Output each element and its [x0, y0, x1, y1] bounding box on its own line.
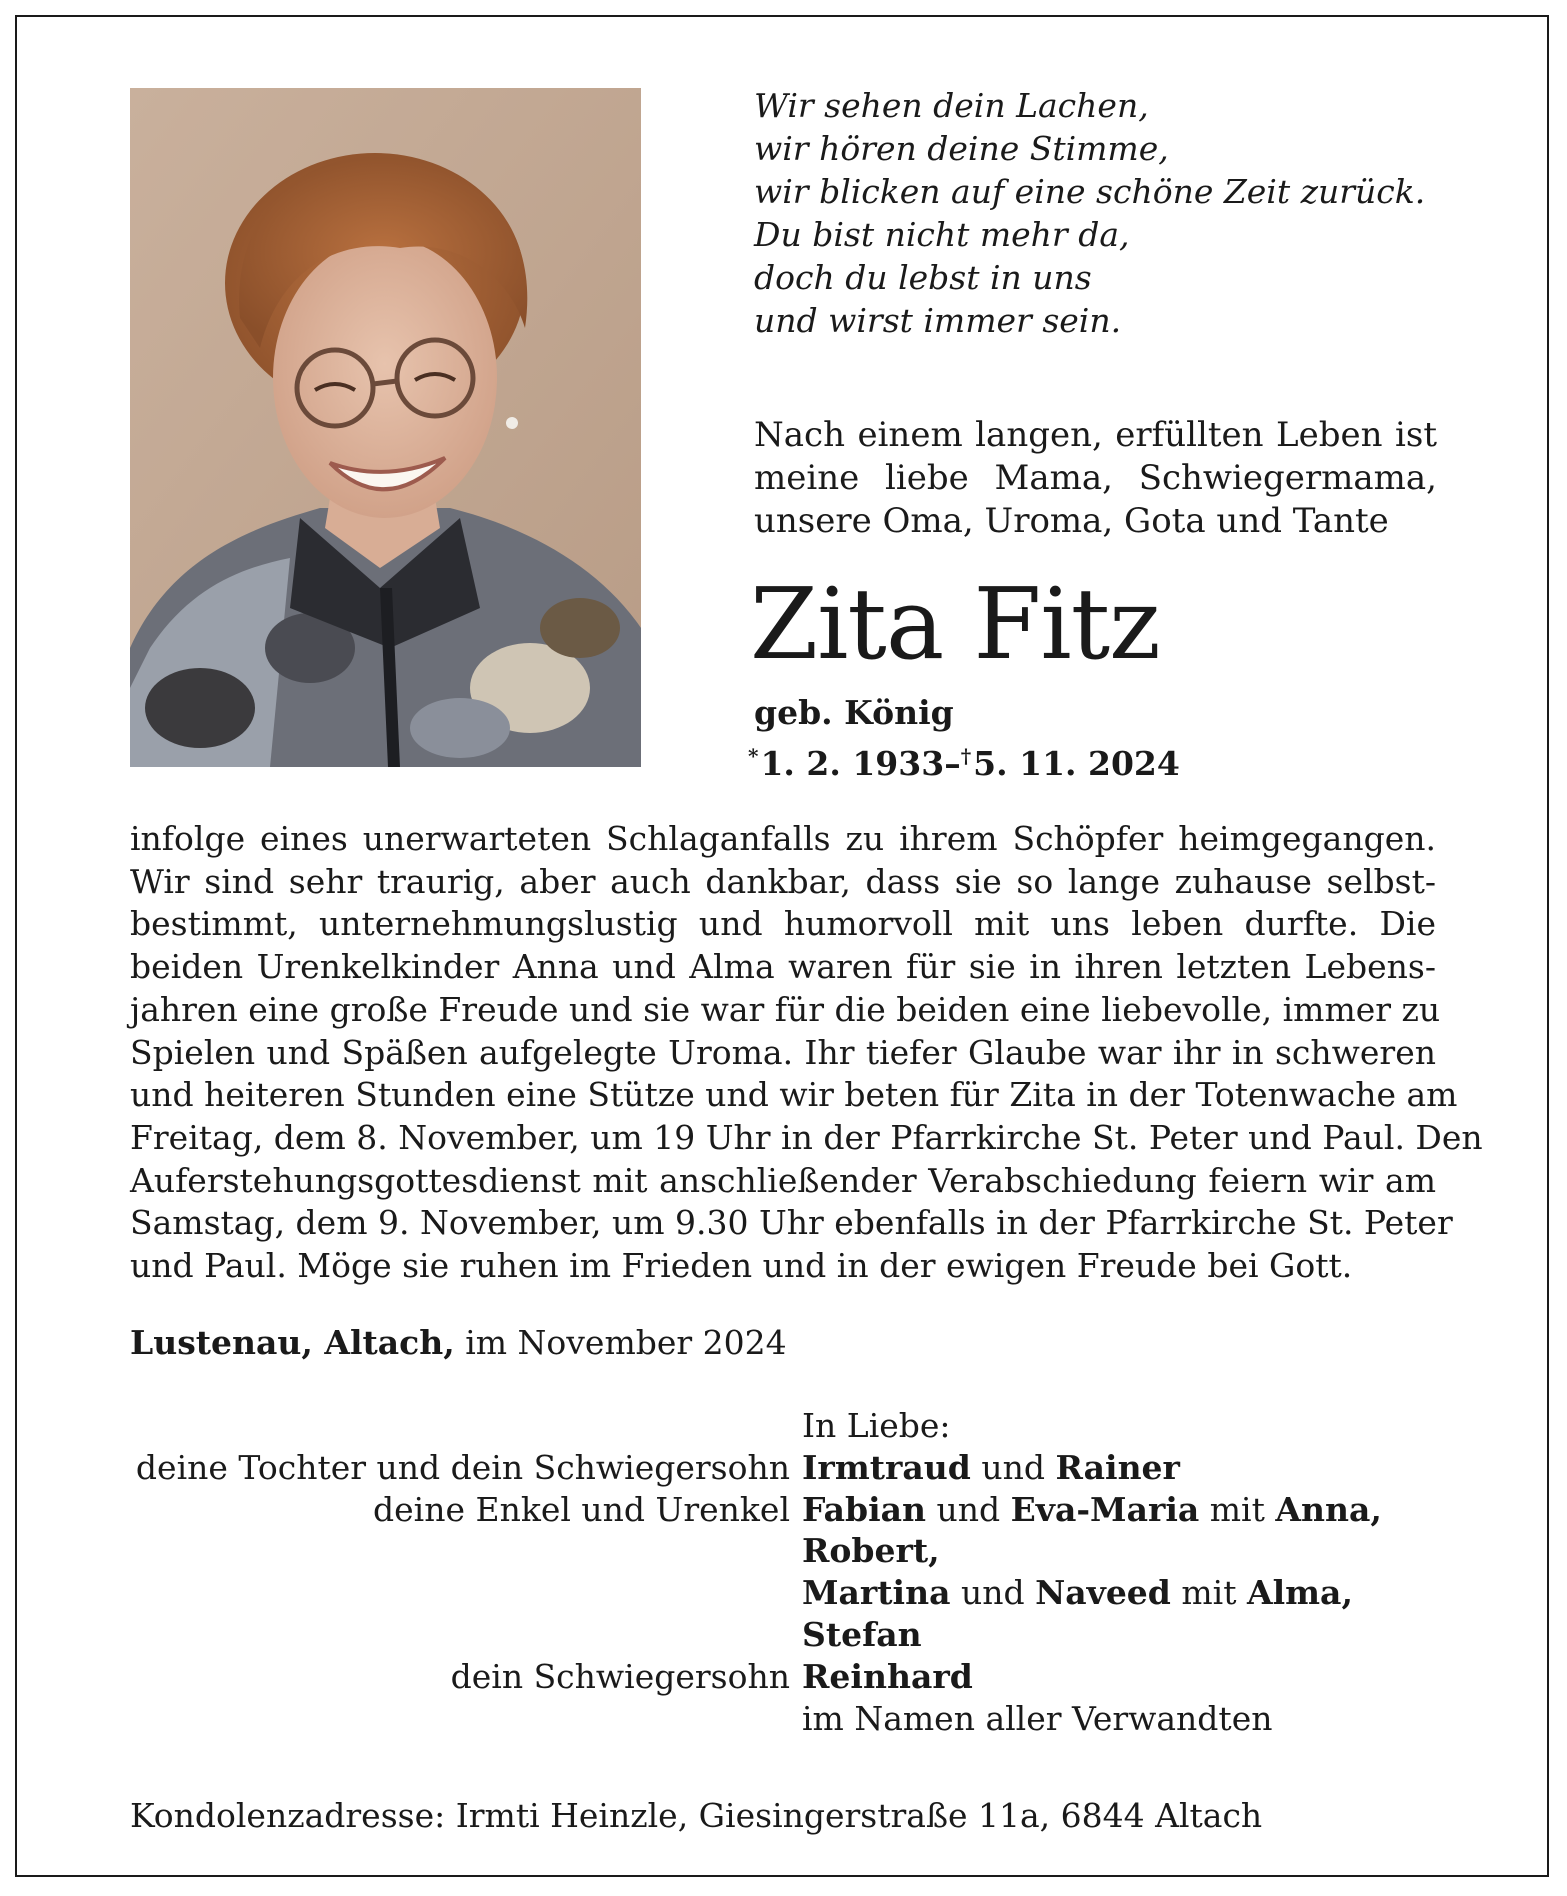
poem-line: doch du lebst in uns	[754, 258, 1092, 297]
life-dates	[748, 735, 1180, 785]
relation-label: deine Enkel und Urenkel	[373, 1489, 790, 1529]
intro-line: Nach einem langen, erfüllten Leben ist	[754, 415, 1437, 455]
birth-symbol: *	[748, 744, 759, 768]
relatives-note: im Namen aller Verwandten	[802, 1698, 1273, 1738]
deceased-name: Zita Fitz	[750, 568, 1160, 682]
family-row	[130, 1405, 1470, 1447]
body-line: Wir sind sehr traurig, aber auch dankbar, dass sie so lange zuhause selbst-	[130, 861, 1436, 901]
condolence-address: Kondolenzadresse: Irmti Heinzle, Giesingerstraße 11a, 6844 Altach	[130, 1796, 1263, 1835]
family-name: Stefan	[802, 1614, 922, 1654]
place-location: Lustenau, Altach,	[130, 1323, 455, 1362]
body-line: beiden Urenkelkinder Anna und Alma waren für sie in ihren letzten Lebens-	[130, 947, 1436, 987]
body-line: Samstag, dem 9. November, um 9.30 Uhr ebenfalls in der Pfarrkirche St. Peter	[130, 1203, 1453, 1243]
family-name: Robert,	[802, 1531, 940, 1571]
relation-label: deine Tochter und dein Schwiegersohn	[135, 1447, 790, 1487]
poem-line: wir blicken auf eine schöne Zeit zurück.	[754, 172, 1426, 211]
family-name: Anna,	[1275, 1489, 1382, 1529]
body-line: Auferstehungsgottesdienst mit anschließender Verabschiedung feiern wir am	[130, 1160, 1436, 1200]
family-signatures	[130, 1405, 1470, 1739]
intro-line: meine liebe Mama, Schwiegermama,	[754, 458, 1437, 498]
body-line: Spielen und Späßen aufgelegte Uroma. Ihr tiefer Glaube war ihr in schweren	[130, 1032, 1436, 1072]
body-line: und Paul. Möge sie ruhen im Frieden und in der ewigen Freude bei Gott.	[130, 1246, 1353, 1286]
family-row: deine Enkel und Urenkel Fabian und Eva-Maria mit Anna,	[130, 1489, 1470, 1531]
place-and-date	[130, 1322, 787, 1364]
portrait-photo	[130, 88, 641, 767]
family-row: Martina und Naveed mit Alma,	[802, 1573, 1353, 1613]
family-name: Fabian	[802, 1489, 926, 1529]
family-row	[130, 1656, 1470, 1698]
body-line: bestimmt, unternehmungslustig und humorvoll mit uns leben durfte. Die	[130, 904, 1436, 944]
date-dash: –	[944, 744, 961, 783]
poem-line: und wirst immer sein.	[754, 301, 1122, 340]
body-line: und heiteren Stunden eine Stütze und wir beten für Zita in der Totenwache am	[130, 1075, 1458, 1115]
death-symbol: †	[960, 744, 972, 768]
family-name: Naveed	[1035, 1573, 1171, 1613]
family-row: deine Tochter und dein Schwiegersohn Irmtraud und Rainer	[130, 1447, 1470, 1489]
body-line: Freitag, dem 8. November, um 19 Uhr in der Pfarrkirche St. Peter und Paul. Den	[130, 1117, 1483, 1157]
poem-line: Wir sehen dein Lachen,	[754, 86, 1149, 125]
death-date: 5. 11. 2024	[973, 744, 1180, 783]
relation-label: dein Schwiegersohn	[450, 1656, 790, 1696]
poem-line: wir hören deine Stimme,	[754, 129, 1169, 168]
poem	[754, 84, 1474, 342]
family-row	[130, 1530, 1470, 1572]
family-name: Alma,	[1247, 1573, 1353, 1613]
family-name: Eva-Maria	[1010, 1489, 1200, 1529]
body-line: infolge eines unerwarteten Schlaganfalls zu ihrem Schöpfer heimgegangen.	[130, 819, 1436, 858]
family-name: Irmtraud	[802, 1447, 971, 1487]
poem-line: Du bist nicht mehr da,	[754, 215, 1130, 254]
in-love-label: In Liebe:	[802, 1406, 951, 1445]
family-name: Martina	[802, 1573, 951, 1613]
birth-date: 1. 2. 1933	[760, 744, 945, 783]
family-row	[130, 1614, 1470, 1656]
intro-text	[754, 414, 1437, 543]
family-row	[130, 1698, 1470, 1740]
family-name: Rainer	[1055, 1447, 1180, 1487]
place-date: im November 2024	[465, 1323, 787, 1362]
maiden-name: geb. König	[754, 693, 954, 732]
family-name: Reinhard	[802, 1656, 973, 1696]
obituary-body	[130, 818, 1483, 1288]
intro-line: unsere Oma, Uroma, Gota und Tante	[754, 501, 1389, 541]
body-line: jahren eine große Freude und sie war für die beiden eine liebevolle, immer zu	[130, 989, 1441, 1029]
portrait-image	[130, 88, 641, 767]
